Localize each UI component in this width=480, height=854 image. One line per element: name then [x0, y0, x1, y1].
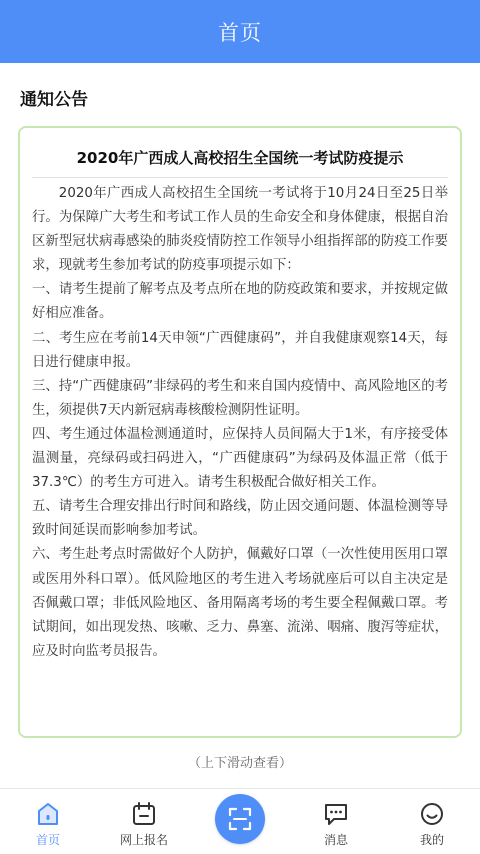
- notice-paragraph: 2020年广西成人高校招生全国统一考试将于10月24日至25日举行。为保障广大考生和考试工作人员的生命安全和身体健康，根据自治区新型冠状病毒感染的肺炎疫情防控工作领导小组指挥部的防疫工作要求，现就考生参加考试的防疫事项提示如下：: [32, 186, 448, 274]
- notice-paragraph: 二、考生应在考前14天申领“广西健康码”，并自我健康观察14天，每日进行健康申报。: [32, 330, 448, 370]
- notice-divider: [32, 177, 448, 178]
- smiley-user-icon: [418, 800, 446, 828]
- tab-register-label: 网上报名: [119, 833, 168, 847]
- tab-scan[interactable]: [197, 794, 283, 848]
- tab-messages[interactable]: [293, 800, 379, 848]
- app-header: [0, 0, 480, 63]
- tab-register[interactable]: [101, 800, 187, 848]
- message-icon: [322, 800, 350, 828]
- home-icon: [34, 800, 62, 828]
- notice-paragraph: 六、考生赴考点时需做好个人防护，佩戴好口罩（一次性使用医用口罩或医用外科口罩）。低风险地区的考生进入考场就座后可以自主决定是否佩戴口罩；非低风险地区、备用隔离考场的考生要全程佩戴口罩。考试期间，如出现发热、咳嗽、乏力、鼻塞、流涕、咽痛、腹泻等症状，应及时向监考员报告。: [32, 547, 448, 659]
- calendar-icon: [130, 800, 158, 828]
- tab-mine[interactable]: [389, 800, 475, 848]
- notice-card[interactable]: [18, 126, 462, 738]
- page-title: 首页: [218, 20, 262, 45]
- tab-home[interactable]: [5, 800, 91, 848]
- tab-mine-label: 我的: [419, 833, 444, 847]
- notice-paragraph: 五、请考生合理安排出行时间和路线，防止因交通问题、体温检测等导致时间延误而影响参加考试。: [32, 499, 448, 539]
- scan-icon: [227, 806, 253, 832]
- tab-home-label: 首页: [35, 833, 60, 847]
- notice-body: [32, 182, 448, 664]
- notice-paragraph: 三、持“广西健康码”非绿码的考生和来自国内疫情中、高风险地区的考生，须提供7天内新冠病毒核酸检测阴性证明。: [32, 378, 448, 418]
- scroll-hint: （上下滑动查看）: [187, 756, 292, 771]
- scan-button[interactable]: [215, 794, 265, 844]
- bottom-tab-bar: [0, 788, 480, 854]
- notice-heading: 2020年广西成人高校招生全国统一考试防疫提示: [76, 149, 404, 167]
- tab-messages-label: 消息: [323, 833, 348, 847]
- notice-paragraph: 四、考生通过体温检测通道时，应保持人员间隔大于1米，有序接受体温测量，亮绿码或扫码进入，“广西健康码”为绿码及体温正常（低于37.3℃）的考生方可进入。请考生积极配合做好相关工作。: [32, 426, 448, 491]
- section-title: 通知公告: [20, 90, 88, 110]
- notice-paragraph: 一、请考生提前了解考点及考点所在地的防疫政策和要求，并按规定做好相应准备。: [32, 282, 448, 322]
